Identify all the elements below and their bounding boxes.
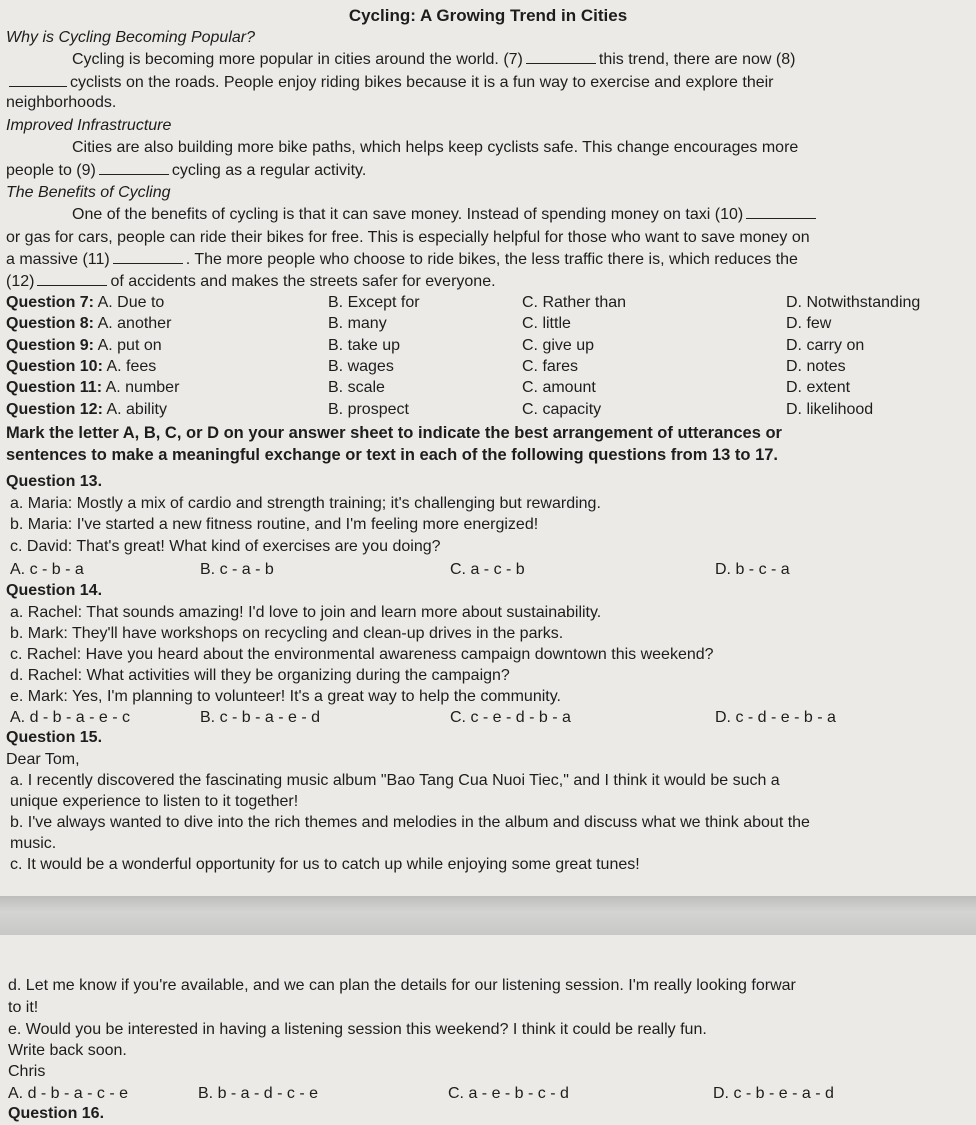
letter-greeting: Dear Tom, (6, 751, 80, 768)
question-14-label: Question 14. (6, 582, 103, 599)
option-b[interactable]: B. prospect (328, 401, 409, 418)
option-a[interactable]: A. another (97, 315, 172, 332)
utterance-a: a. Maria: Mostly a mix of cardio and strength training; it's challenging but rewarding. (10, 495, 601, 512)
question-9-options: Question 9: A. put on B. take up C. give up D. carry on (6, 337, 865, 354)
option-b[interactable]: B. many (328, 315, 387, 332)
utterance-d: d. Rachel: What activities will they be organizing during the campaign? (10, 667, 510, 684)
option-c[interactable]: C. amount (522, 379, 596, 396)
option-c[interactable]: C. give up (522, 337, 595, 354)
option-c[interactable]: C. capacity (522, 401, 602, 418)
question-13-options (10, 560, 960, 580)
option-a[interactable]: A. d - b - a - c - e (8, 1085, 129, 1102)
instruction-line: sentences to make a meaningful exchange or text in each of the following questions from 13 to 17. (6, 446, 779, 464)
option-b[interactable]: B. Except for (328, 294, 420, 311)
utterance-c: c. Rachel: Have you heard about the environmental awareness campaign downtown this weekend? (10, 646, 714, 663)
option-d[interactable]: D. Notwithstanding (786, 294, 921, 311)
page-fold-gap (0, 896, 976, 935)
option-b[interactable]: B. wages (328, 358, 394, 375)
answer-blank-10 (746, 206, 816, 219)
passage-title: Cycling: A Growing Trend in Cities (348, 6, 628, 25)
question-7-options: Question 7: A. Due to B. Except for C. Rather than D. Notwithstanding (6, 294, 921, 311)
question-14-options (10, 708, 960, 728)
sentence-e: e. Would you be interested in having a listening session this weekend? I think it could be really fun. (8, 1021, 707, 1038)
question-15-label: Question 15. (6, 729, 103, 746)
option-a[interactable]: A. fees (106, 358, 157, 375)
utterance-a: a. Rachel: That sounds amazing! I'd love to join and learn more about sustainability. (10, 604, 602, 621)
option-c[interactable]: C. a - e - b - c - d (448, 1085, 569, 1102)
passage-line: a massive (11) . The more people who choose to ride bikes, the less traffic there is, which reduces the (6, 251, 798, 268)
utterance-e: e. Mark: Yes, I'm planning to volunteer! It's a great way to help the community. (10, 688, 561, 705)
question-10-options: Question 10: A. fees B. wages C. fares D. notes (6, 358, 846, 375)
option-b[interactable]: B. scale (328, 379, 385, 396)
option-d[interactable]: D. c - b - e - a - d (713, 1085, 834, 1102)
option-d[interactable]: D. carry on (786, 337, 865, 354)
sentence-c: c. It would be a wonderful opportunity for us to catch up while enjoying some great tunes! (10, 856, 640, 873)
answer-blank-7 (526, 51, 596, 64)
answer-blank-12 (37, 273, 107, 286)
option-c[interactable]: C. Rather than (522, 294, 627, 311)
option-a[interactable]: A. put on (97, 337, 162, 354)
option-d[interactable]: D. b - c - a (715, 561, 790, 578)
option-b[interactable]: B. c - a - b (200, 561, 274, 578)
passage-line: people to (9) cycling as a regular activity. (6, 162, 367, 179)
passage-line: neighborhoods. (6, 94, 117, 111)
instruction-line: Mark the letter A, B, C, or D on your answer sheet to indicate the best arrangement of utterances or (6, 424, 782, 442)
question-8-options: Question 8: A. another B. many C. little D. few (6, 315, 832, 332)
utterance-b: b. Mark: They'll have workshops on recycling and clean-up drives in the parks. (10, 625, 564, 642)
heading-why-popular: Why is Cycling Becoming Popular? (6, 29, 255, 46)
question-16-label: Question 16. (8, 1105, 105, 1122)
passage-line: or gas for cars, people can ride their bikes for free. This is especially helpful for those who want to save money on (6, 229, 810, 246)
option-d[interactable]: D. notes (786, 358, 846, 375)
answer-blank-11 (113, 251, 183, 264)
passage-line: cyclists on the roads. People enjoy riding bikes because it is a fun way to exercise and explore their (6, 73, 774, 93)
option-a[interactable]: A. number (105, 379, 180, 396)
option-b[interactable]: B. b - a - d - c - e (198, 1085, 319, 1102)
question-13-label: Question 13. (6, 473, 103, 490)
option-b[interactable]: B. c - b - a - e - d (200, 709, 321, 726)
answer-blank-8 (9, 74, 67, 87)
question-12-options: Question 12: A. ability B. prospect C. capacity D. likelihood (6, 401, 874, 418)
option-d[interactable]: D. likelihood (786, 401, 874, 418)
sentence-a: a. I recently discovered the fascinating music album "Bao Tang Cua Nuoi Tiec," and I think it would be such a (10, 772, 780, 789)
option-a[interactable]: A. d - b - a - e - c (10, 709, 131, 726)
letter-closing: Write back soon. (8, 1042, 127, 1059)
option-b[interactable]: B. take up (328, 337, 401, 354)
sentence-d: d. Let me know if you're available, and we can plan the details for our listening session. I'm really looking forwar (8, 977, 796, 994)
sentence-b: b. I've always wanted to dive into the rich themes and melodies in the album and discuss what we think about the (10, 814, 810, 831)
option-d[interactable]: D. few (786, 315, 832, 332)
passage-line: Cycling is becoming more popular in cities around the world. (7) this trend, there are now (8) (72, 51, 796, 68)
letter-signature: Chris (8, 1063, 46, 1080)
option-d[interactable]: D. extent (786, 379, 851, 396)
option-c[interactable]: C. little (522, 315, 571, 332)
utterance-b: b. Maria: I've started a new fitness routine, and I'm feeling more energized! (10, 516, 539, 533)
option-c[interactable]: C. c - e - d - b - a (450, 709, 571, 726)
option-c[interactable]: C. fares (522, 358, 579, 375)
option-a[interactable]: A. ability (106, 401, 167, 418)
passage-line: One of the benefits of cycling is that it can save money. Instead of spending money on taxi (10) (72, 205, 819, 225)
utterance-c: c. David: That's great! What kind of exercises are you doing? (10, 538, 441, 555)
answer-blank-9 (99, 162, 169, 175)
option-a[interactable]: A. c - b - a (10, 561, 84, 578)
question-15-options (8, 1084, 958, 1104)
sentence-a-cont: unique experience to listen to it together! (10, 793, 299, 810)
question-11-options: Question 11: A. number B. scale C. amount D. extent (6, 379, 851, 396)
heading-benefits: The Benefits of Cycling (6, 184, 171, 201)
option-c[interactable]: C. a - c - b (450, 561, 525, 578)
sentence-b-cont: music. (10, 835, 57, 852)
option-a[interactable]: A. Due to (97, 294, 165, 311)
passage-line: (12) of accidents and makes the streets safer for everyone. (6, 273, 496, 290)
heading-infrastructure: Improved Infrastructure (6, 117, 172, 134)
option-d[interactable]: D. c - d - e - b - a (715, 709, 836, 726)
sentence-d-cont: to it! (8, 999, 39, 1016)
passage-line: Cities are also building more bike paths, which helps keep cyclists safe. This change encourages more (72, 139, 799, 156)
